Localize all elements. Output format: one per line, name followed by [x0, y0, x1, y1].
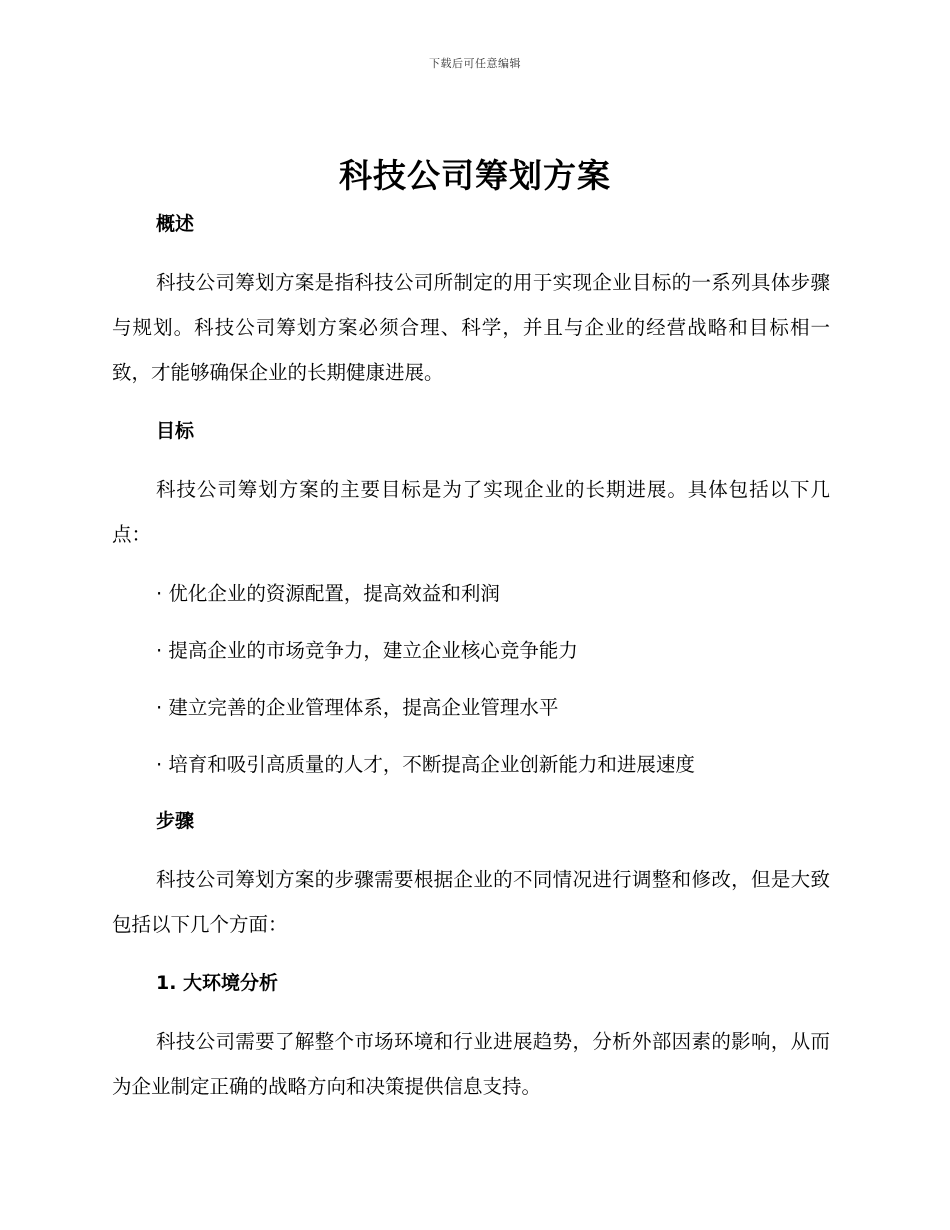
bullet-item: · 提高企业的市场竞争力，建立企业核心竞争能力	[156, 639, 578, 662]
header-note: 下载后可任意编辑	[429, 57, 521, 70]
bullet-item: · 培育和吸引高质量的人才，不断提高企业创新能力和进展速度	[156, 753, 695, 776]
paragraph-goal: 科技公司筹划方案的主要目标是为了实现企业的长期进展。具体包括以下几点：	[112, 478, 830, 546]
section-heading-goal: 目标	[156, 420, 195, 442]
section-heading-environment: 1. 大环境分析	[156, 972, 279, 994]
bullet-item: · 优化企业的资源配置，提高效益和利润	[156, 582, 500, 605]
paragraph-environment: 科技公司需要了解整个市场环境和行业进展趋势，分析外部因素的影响，从而为企业制定正确的战略方向和决策提供信息支持。	[112, 1030, 830, 1098]
document-title: 科技公司筹划方案	[339, 156, 611, 195]
bullet-item: · 建立完善的企业管理体系，提高企业管理水平	[156, 696, 559, 719]
paragraph-steps: 科技公司筹划方案的步骤需要根据企业的不同情况进行调整和修改，但是大致包括以下几个方面：	[112, 868, 830, 936]
section-heading-steps: 步骤	[156, 810, 195, 832]
document-body	[112, 202, 830, 1123]
paragraph-overview: 科技公司筹划方案是指科技公司所制定的用于实现企业目标的一系列具体步骤与规划。科技公司筹划方案必须合理、科学，并且与企业的经营战略和目标相一致，才能够确保企业的长期健康进展。	[112, 271, 830, 384]
section-heading-overview: 概述	[156, 213, 195, 235]
